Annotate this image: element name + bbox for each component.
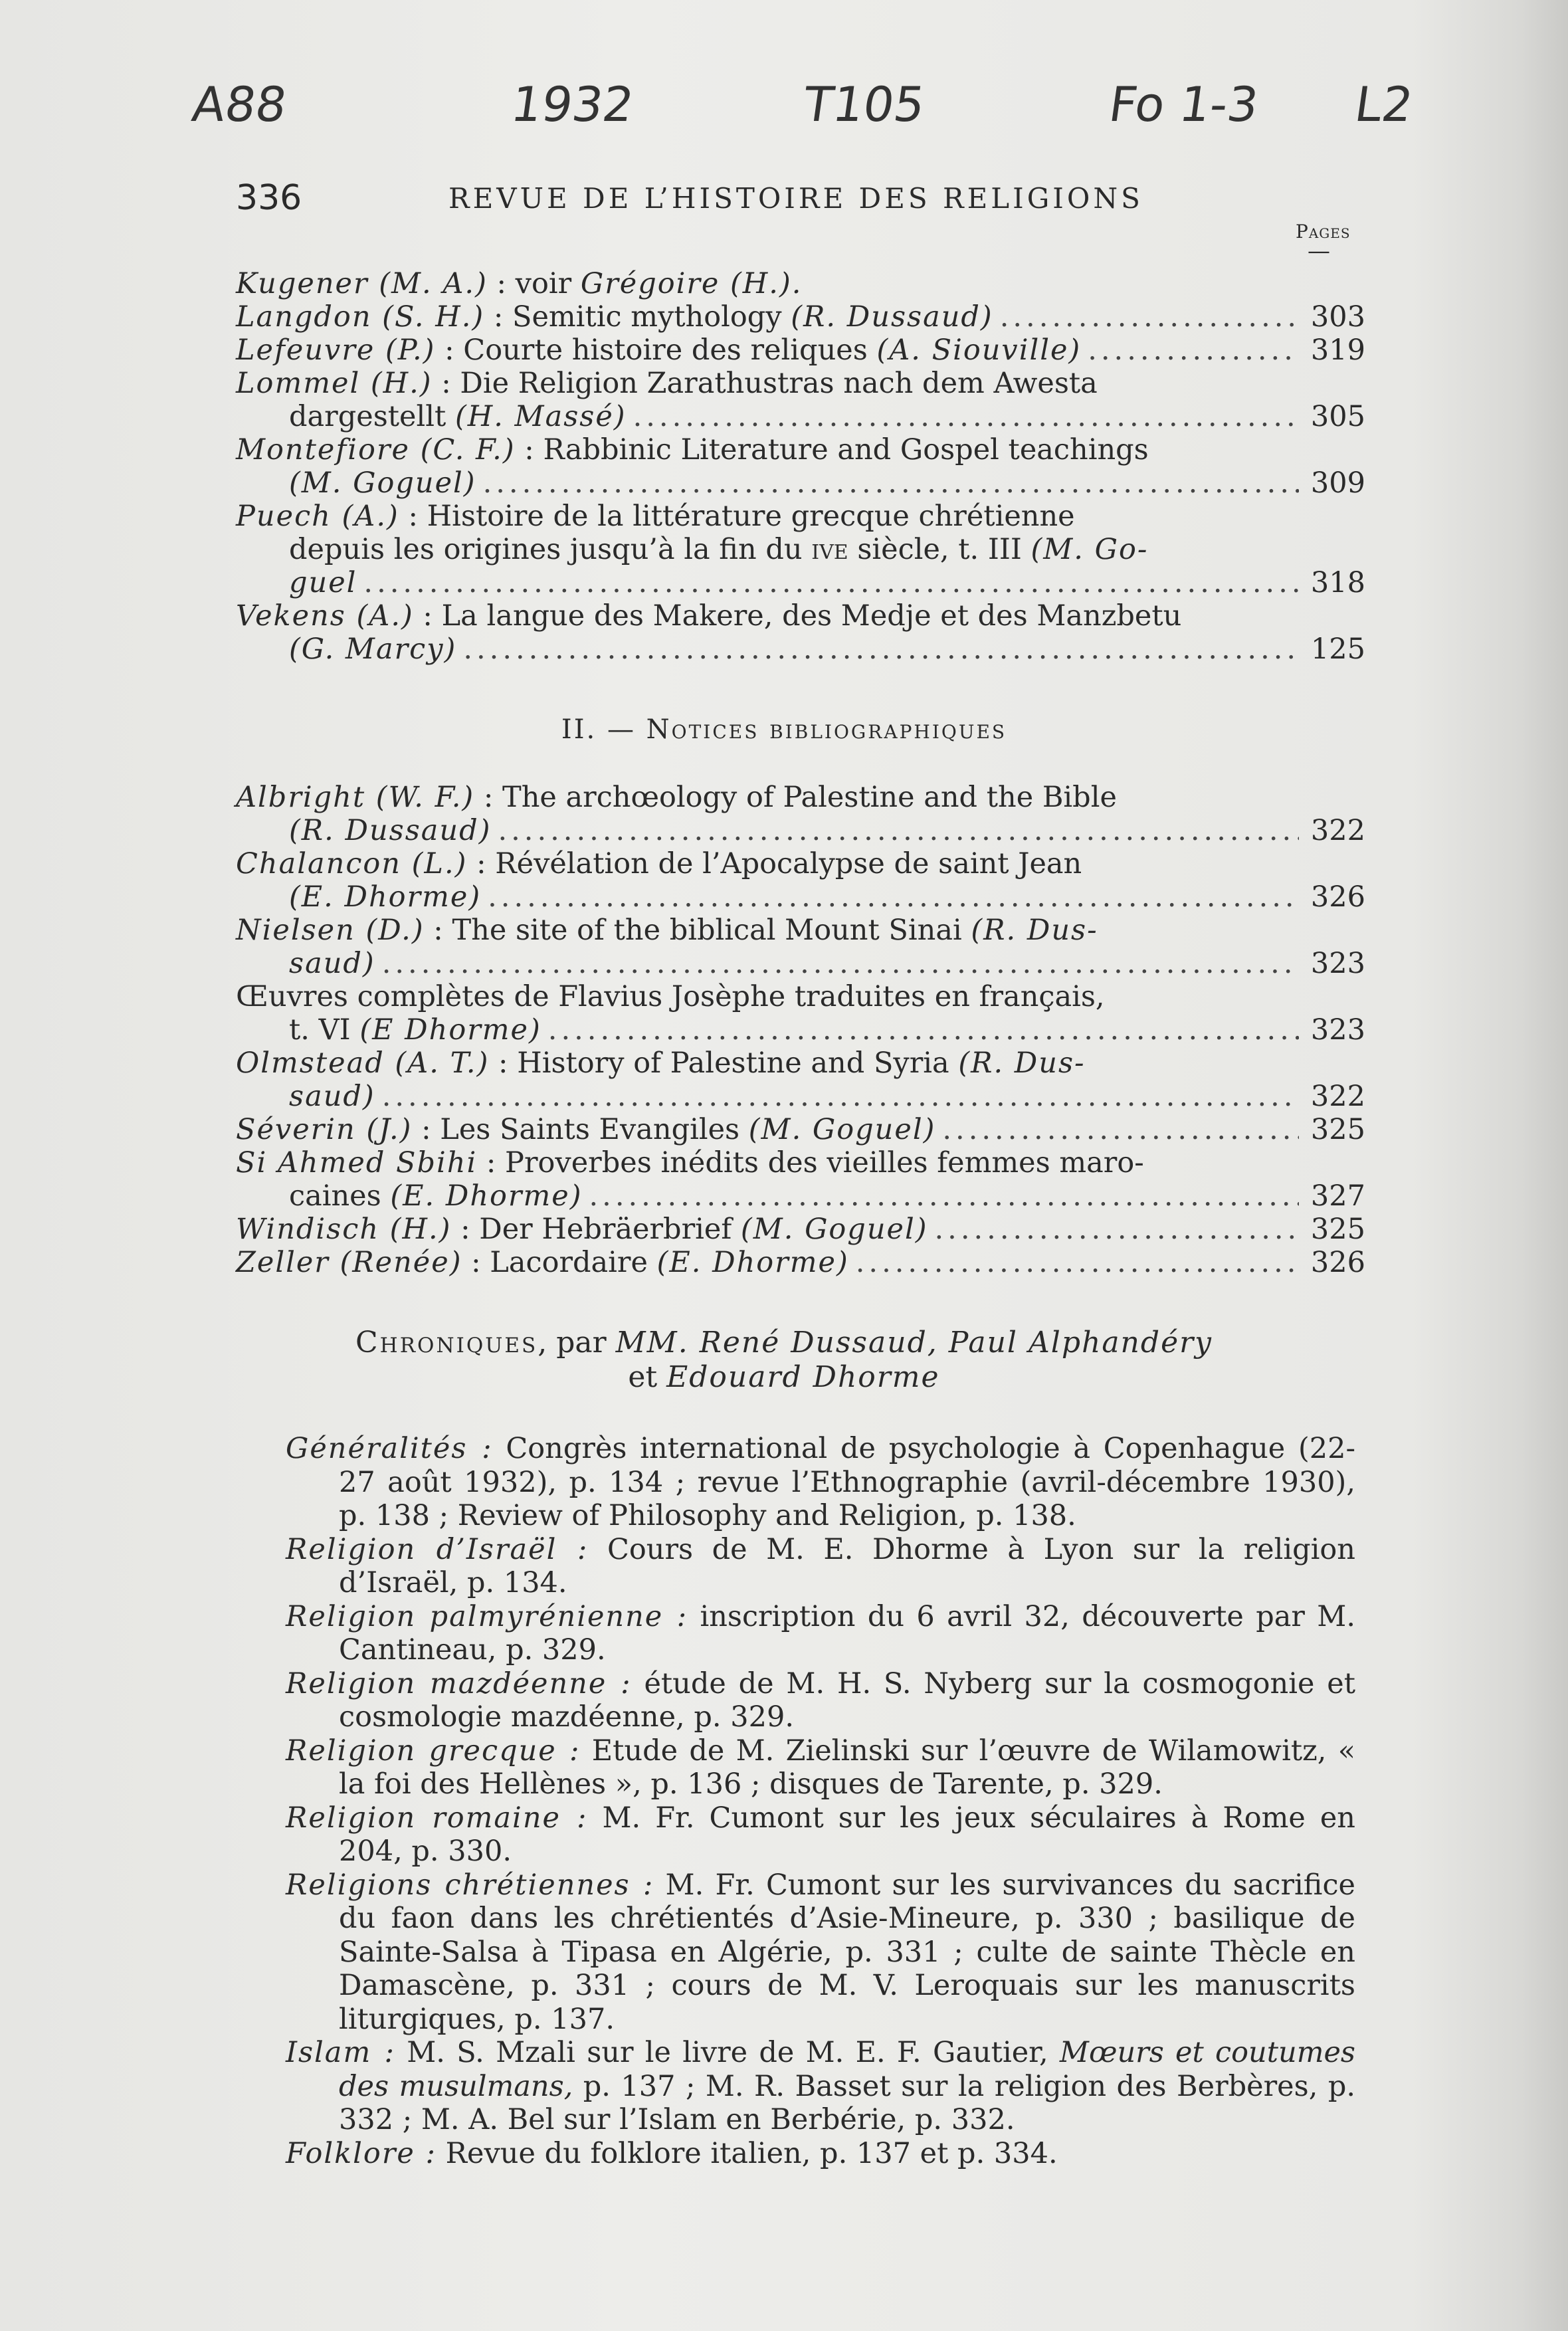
list-item: Religion romaine : M. Fr. Cumont sur les jeux séculaires à Rome en 204, p. 330. xyxy=(286,1801,1355,1868)
margin-note: A88 xyxy=(189,76,290,132)
list-item: Religion palmyrénienne : inscription du 6 avril 32, découverte par M. Cantineau, p. 329. xyxy=(286,1599,1356,1667)
page-ref: 323 xyxy=(1310,947,1365,980)
list-item: Folklore : Revue du folklore italien, p. 137 et p. 334. xyxy=(286,2136,1058,2170)
page-ref: 326 xyxy=(1310,1246,1365,1279)
pages-column-dash: — xyxy=(1308,238,1330,264)
margin-note: T105 xyxy=(800,76,929,132)
page-ref: 325 xyxy=(1310,1213,1365,1246)
list-item: Montefiore (C. F.) : Rabbinic Literature and Gospel teachings (M. Goguel) ..... 309 xyxy=(236,433,1365,500)
list-item: Vekens (A.) : La langue des Makere, des Medje et des Manzbetu (G. Marcy) ..... 125 xyxy=(236,599,1365,666)
list-item: Nielsen (D.) : The site of the biblical Mount Sinai (R. Dus- saud) ..... 323 xyxy=(236,914,1365,980)
pages-column-label: Pages xyxy=(1296,221,1351,243)
page-ref: 305 xyxy=(1310,400,1365,433)
list-item: Puech (A.) : Histoire de la littérature grecque chrétienne depuis les origines jusqu’à la fin du ive siècle, t. III (M. Go- guel ..... 318 xyxy=(236,500,1365,599)
list-item: Lefeuvre (P.) : Courte histoire des reliques (A. Siouville) ..... 319 xyxy=(236,334,1365,367)
list-item: Chalancon (L.) : Révélation de l’Apocalypse de saint Jean (E. Dhorme) ..... 326 xyxy=(236,847,1365,914)
list-item: Séverin (J.) : Les Saints Evangiles (M. Goguel) ..... 325 xyxy=(236,1113,1365,1146)
page-ref: 319 xyxy=(1310,334,1365,367)
review-list xyxy=(236,267,1365,666)
page-number: 336 xyxy=(236,178,302,218)
page-ref: 303 xyxy=(1310,300,1365,334)
list-item: Si Ahmed Sbihi : Proverbes inédits des vieilles femmes maro- caines (E. Dhorme) ..... 327 xyxy=(236,1146,1365,1213)
list-item: Œuvres complètes de Flavius Josèphe traduites en français, t. VI (E Dhorme) ..... 323 xyxy=(236,980,1365,1047)
page-ref: 322 xyxy=(1310,1080,1365,1113)
list-item: Kugener (M. A.) : voir Grégoire (H.). xyxy=(236,267,803,300)
list-item: Religion d’Israël : Cours de M. E. Dhorme à Lyon sur la religion d’Israël, p. 134. xyxy=(286,1532,1355,1599)
list-item: Religions chrétiennes : M. Fr. Cumont sur les survivances du sacrifice du faon dans les chrétientés d’Asie-Mineure, p. 330 ; basilique de Sainte-Salsa à Tipasa en Algérie, p. 331 ; culte de sainte Thècle en Damascène, p. 331 ; cours de M. V. Leroquais sur les manuscrits liturgiques, p. 137. xyxy=(286,1868,1356,2036)
notices-list xyxy=(236,781,1365,1279)
list-item: Religion mazdéenne : étude de M. H. S. Nyberg sur la cosmogonie et cosmologie mazdéenne, p. 329. xyxy=(286,1667,1355,1734)
section-heading: II. — Notices bibliographiques xyxy=(561,714,1007,745)
list-item: Langdon (S. H.) : Semitic mythology (R. Dussaud) ..... 303 xyxy=(236,300,1365,334)
list-item: Albright (W. F.) : The archœology of Palestine and the Bible (R. Dussaud) ..... 322 xyxy=(236,781,1365,847)
list-item: Religion grecque : Etude de M. Zielinski sur l’œuvre de Wilamowitz, « la foi des Hellènes », p. 136 ; disques de Tarente, p. 329. xyxy=(286,1734,1355,1801)
list-item: Olmstead (A. T.) : History of Palestine and Syria (R. Dus- saud) ..... 322 xyxy=(236,1047,1365,1113)
page-ref: 309 xyxy=(1310,466,1365,500)
page-ref: 326 xyxy=(1310,880,1365,914)
page-ref: 318 xyxy=(1310,566,1365,599)
page-ref: 323 xyxy=(1310,1013,1365,1047)
list-item: Windisch (H.) : Der Hebräerbrief (M. Goguel) ..... 325 xyxy=(236,1213,1365,1246)
list-item: Lommel (H.) : Die Religion Zarathustras nach dem Awesta dargestellt (H. Massé) ..... 305 xyxy=(236,367,1365,433)
running-title: REVUE DE L’HISTOIRE DES RELIGIONS xyxy=(448,182,1143,215)
chroniques-heading: Chroniques, par MM. René Dussaud, Paul Alphandéry et Edouard Dhorme xyxy=(355,1326,1213,1394)
page-ref: 327 xyxy=(1310,1179,1365,1213)
page-header xyxy=(236,178,1359,225)
margin-note: L2 xyxy=(1351,76,1417,132)
list-item: Islam : M. S. Mzali sur le livre de M. E. F. Gautier, Mœurs et coutumes des musulmans, p. 137 ; M. R. Basset sur la religion des Berbères, p. 332 ; M. A. Bel sur l’Islam en Berbérie, p. 332. xyxy=(286,2036,1356,2136)
margin-note: 1932 xyxy=(508,76,638,132)
page-ref: 322 xyxy=(1310,814,1365,847)
list-item: Généralités : Congrès international de psychologie à Copenhague (22-27 août 1932), p. 134 ; revue l’Ethnographie (avril-décembre 1930), p. 138 ; Review of Philosophy and Religion, p. 138. xyxy=(286,1432,1355,1532)
margin-note: Fo 1-3 xyxy=(1106,76,1262,132)
page-ref: 125 xyxy=(1310,633,1365,666)
list-item: Zeller (Renée) : Lacordaire (E. Dhorme) ..... 326 xyxy=(236,1246,1365,1279)
page-ref: 325 xyxy=(1310,1113,1365,1146)
chroniques-list xyxy=(233,1432,1355,2170)
